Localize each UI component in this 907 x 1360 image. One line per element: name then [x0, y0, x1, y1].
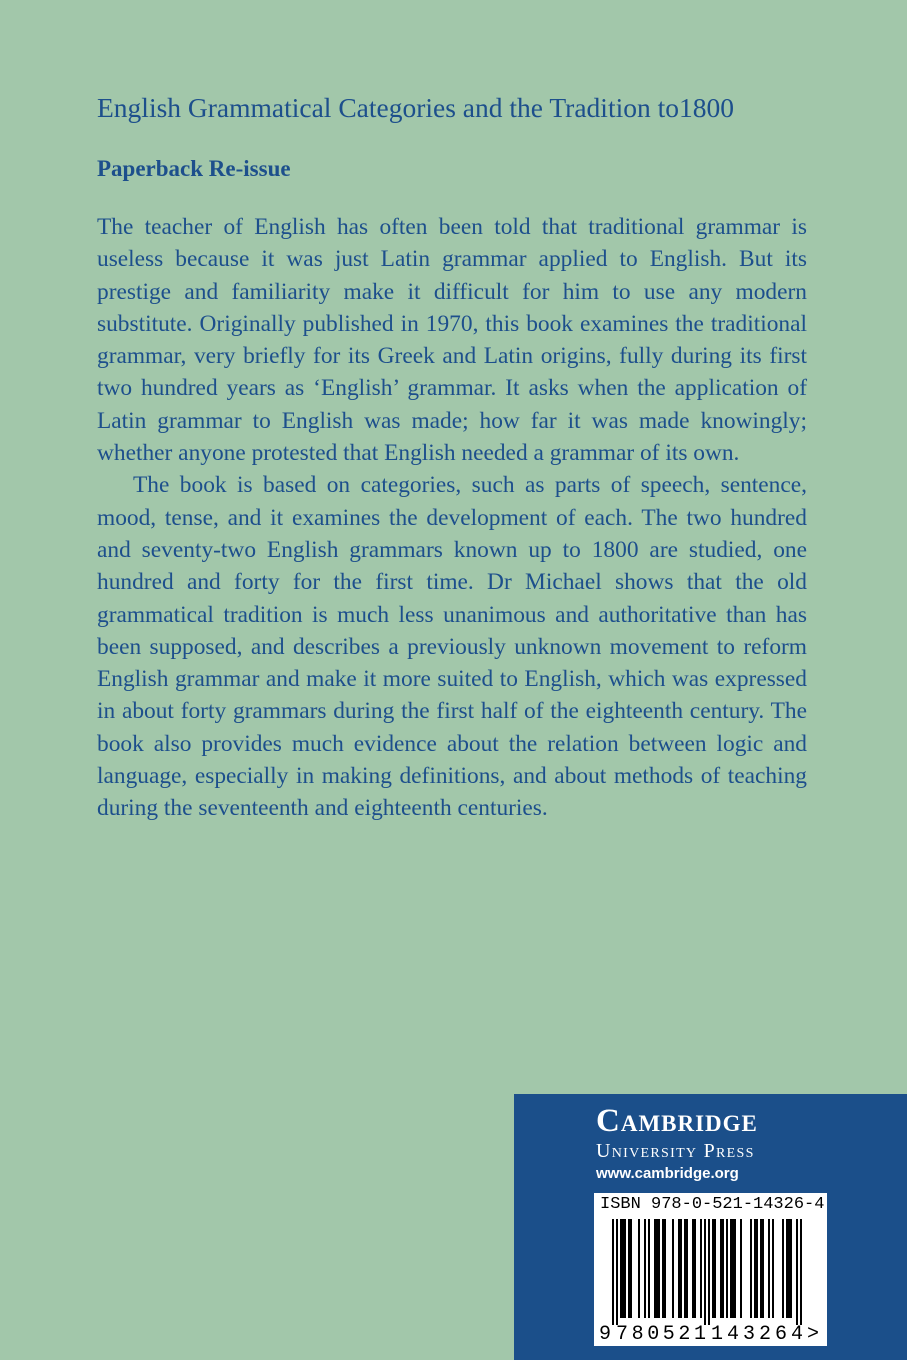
- barcode-bar: [762, 1219, 764, 1318]
- barcode-bar: [692, 1219, 694, 1318]
- barcode: [594, 1193, 827, 1346]
- barcode-bar: [678, 1219, 680, 1318]
- barcode-bar: [756, 1219, 758, 1318]
- barcode-bar: [800, 1219, 802, 1325]
- barcode-bar: [654, 1219, 656, 1318]
- barcode-bar: [714, 1219, 716, 1318]
- publisher-url: www.cambridge.org: [596, 1165, 739, 1182]
- barcode-bar: [612, 1219, 614, 1325]
- barcode-bar: [788, 1219, 790, 1318]
- book-description: [97, 211, 807, 825]
- barcode-bar: [630, 1219, 632, 1318]
- barcode-bar: [658, 1219, 660, 1318]
- barcode-bar: [730, 1219, 732, 1318]
- barcode-bar: [722, 1219, 724, 1318]
- barcode-bar: [686, 1219, 688, 1318]
- barcode-bar: [648, 1219, 650, 1318]
- book-title: English Grammatical Categories and the Tradition to1800: [97, 92, 734, 123]
- barcode-quiet-mark: >: [807, 1323, 820, 1346]
- barcode-bar: [790, 1219, 792, 1318]
- barcode-bar: [708, 1219, 710, 1325]
- barcode-bar: [760, 1219, 762, 1318]
- barcode-bar: [786, 1219, 788, 1318]
- barcode-bar: [664, 1219, 666, 1318]
- barcode-digit-prefix: 9: [599, 1323, 612, 1346]
- barcode-digits-left: 780521: [616, 1323, 706, 1346]
- barcode-bar: [700, 1219, 702, 1318]
- barcode-bar: [684, 1219, 686, 1318]
- barcode-bar: [704, 1219, 706, 1325]
- barcode-bar: [740, 1219, 742, 1318]
- barcode-bar: [712, 1219, 714, 1318]
- barcode-bar: [616, 1219, 618, 1325]
- barcode-bar: [796, 1219, 798, 1325]
- description-paragraph-1: The teacher of English has often been told that traditional grammar is useless because it was just Latin grammar applied to English. But its prestige and familiarity make it difficult for him to use any modern substitute. Originally published in 1970, this book examines the traditional grammar, very briefly for its Greek and Latin origins, fully during its first two hundred years as ‘English’ grammar. It asks when the application of Latin grammar to English was made; how far it was made knowingly; whether anyone protested that English needed a grammar of its own.: [97, 214, 807, 467]
- barcode-bar: [750, 1219, 752, 1318]
- barcode-bar: [754, 1219, 756, 1318]
- barcode-bar: [732, 1219, 734, 1318]
- barcode-digits-right: 143264: [711, 1323, 803, 1346]
- barcode-bar: [772, 1219, 774, 1318]
- barcode-bar: [638, 1219, 640, 1318]
- barcode-bar: [680, 1219, 682, 1318]
- barcode-bar: [694, 1219, 696, 1318]
- barcode-bar: [672, 1219, 674, 1318]
- publisher-panel: [514, 1094, 907, 1360]
- barcode-bar: [644, 1219, 646, 1318]
- isbn-label: ISBN 978-0-521-14326-4: [600, 1195, 825, 1214]
- barcode-bar: [734, 1219, 736, 1318]
- edition-label: Paperback Re-issue: [97, 156, 291, 181]
- barcode-bar: [720, 1219, 722, 1318]
- barcode-bar: [620, 1219, 622, 1318]
- barcode-graphic: [594, 1193, 827, 1346]
- barcode-bar: [726, 1219, 728, 1318]
- barcode-bar: [662, 1219, 664, 1318]
- barcode-bar: [782, 1219, 784, 1318]
- barcode-bar: [628, 1219, 630, 1318]
- barcode-bar: [622, 1219, 624, 1318]
- publisher-name: Cambridge: [596, 1103, 758, 1139]
- barcode-bar: [624, 1219, 626, 1318]
- barcode-bar: [768, 1219, 770, 1318]
- barcode-bar: [656, 1219, 658, 1318]
- description-paragraph-2: The book is based on categories, such as parts of speech, sentence, mood, tense, and it examines the development of each. The two hundred and seventy-two English grammars known up to 1800 are studied, one hundred and forty for the first time. Dr Michael shows that the old grammatical tradition is much less unanimous and authoritative than has been supposed, and describes a previously unknown movement to reform English grammar and make it more suited to English, which was expressed in about forty grammars during the first half of the eighteenth century. The book also provides much evidence about the relation between logic and language, especially in making definitions, and about methods of teaching during the seventeenth and eighteenth centuries.: [97, 472, 807, 822]
- publisher-press: University Press: [596, 1140, 755, 1162]
